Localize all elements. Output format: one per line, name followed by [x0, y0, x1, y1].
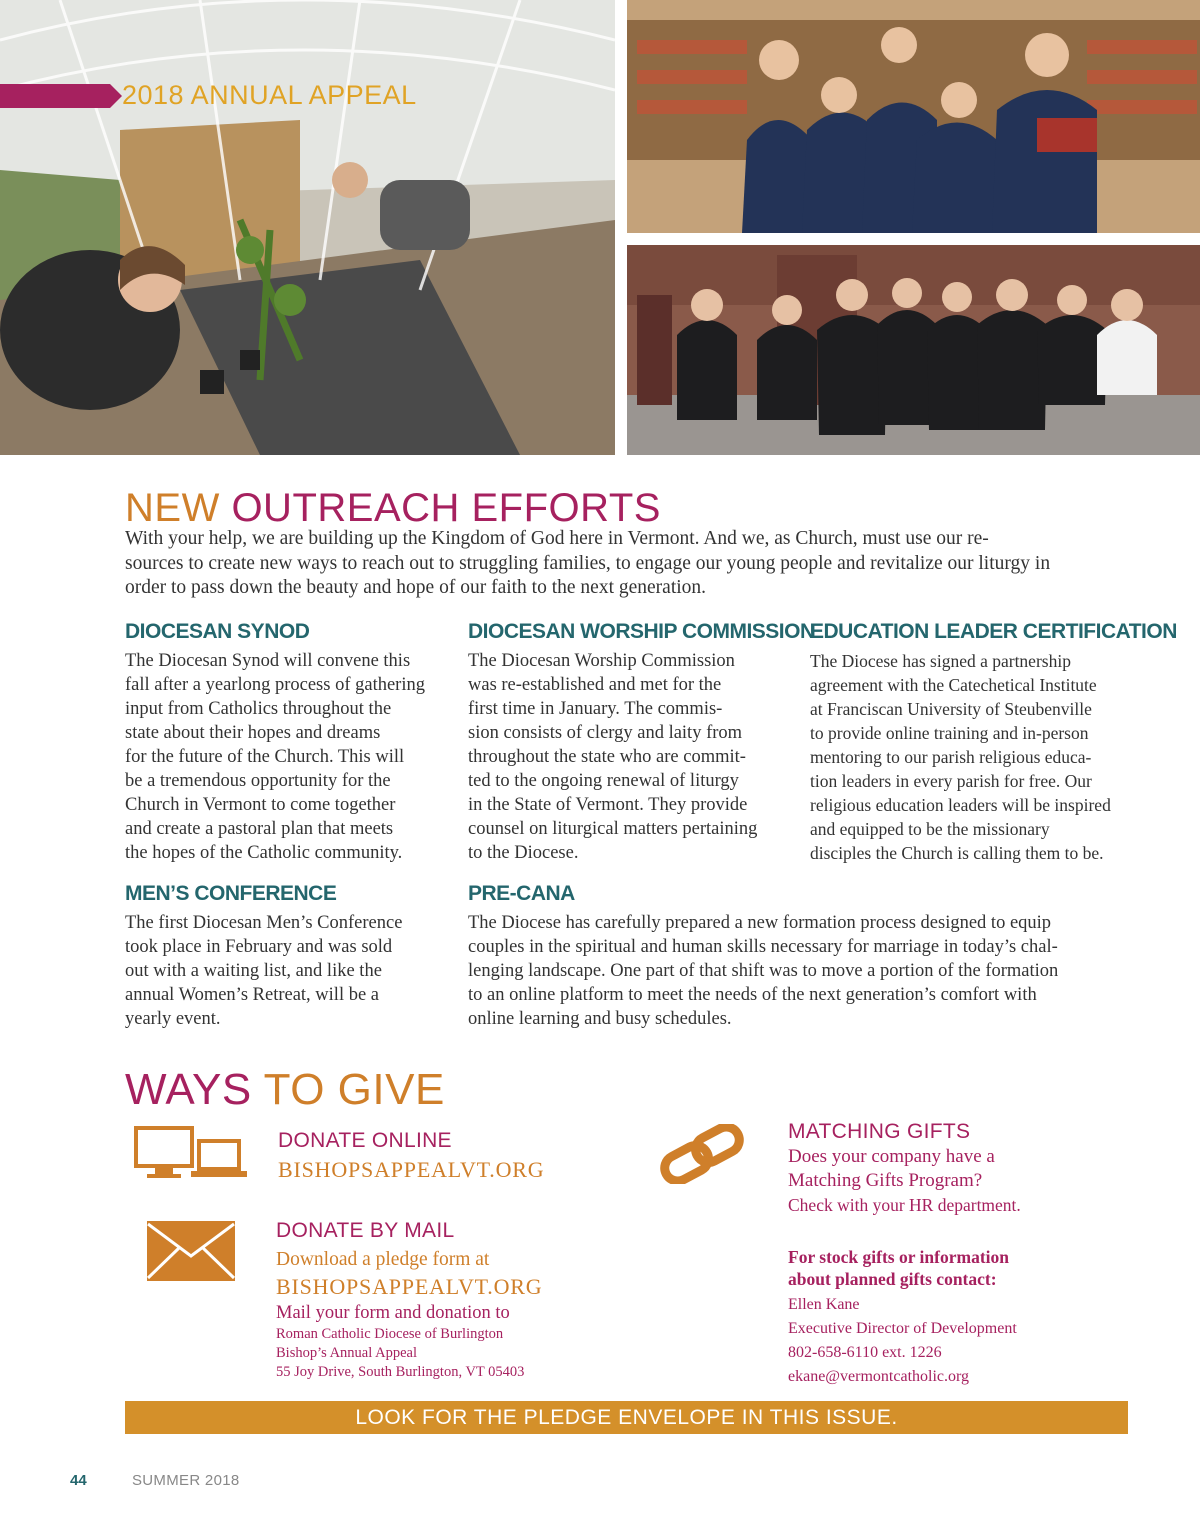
synod-heading: DIOCESAN SYNOD [125, 620, 310, 643]
body-line: The Diocesan Worship Commission [468, 651, 735, 671]
body-line: agreement with the Catechetical Institute [810, 675, 1097, 695]
matching-gifts-heading: MATCHING GIFTS [788, 1120, 971, 1143]
greenhouse-photo [0, 0, 615, 455]
body-line: at Franciscan University of Steubenville [810, 699, 1092, 719]
body-line: yearly event. [125, 1009, 221, 1029]
address-line: Roman Catholic Diocese of Burlington [276, 1326, 504, 1342]
donate-mail-body [276, 1248, 542, 1382]
body-line: couples in the spiritual and human skills necessary for marriage in today’s chal- [468, 937, 1058, 957]
body-line: to the Diocese. [468, 843, 579, 863]
body-line: and equipped to be the missionary [810, 819, 1050, 839]
intro-line: sources to create new ways to reach out to struggling families, to engage our young people and revitalize our liturgy in [125, 552, 1051, 574]
envelope-icon [146, 1220, 236, 1282]
page-number: 44 [70, 1472, 87, 1489]
intro-line: With your help, we are building up the Kingdom of God here in Vermont. And we, as Church, must use our re- [125, 528, 989, 549]
matching-gifts-body [788, 1145, 1021, 1217]
ways-title-part2: TO GIVE [263, 1065, 445, 1114]
outreach-intro [125, 527, 1135, 601]
stock-gifts-heading [788, 1246, 1009, 1290]
donate-online-heading: DONATE ONLINE [278, 1129, 452, 1152]
body-line: religious education leaders will be inspired [810, 795, 1111, 815]
body-line: counsel on liturgical matters pertaining [468, 819, 758, 839]
donate-mail-line: Download a pledge form at [276, 1249, 490, 1270]
donate-online-link[interactable]: BISHOPSAPPEALVT.ORG [278, 1157, 545, 1182]
body-line: online learning and busy schedules. [468, 1009, 732, 1029]
matching-line: Does your company have a [788, 1146, 995, 1167]
stock-heading-line: about planned gifts contact: [788, 1269, 997, 1289]
donate-mail-link[interactable]: BISHOPSAPPEALVT.ORG [276, 1274, 543, 1299]
contact-name: Ellen Kane [788, 1296, 860, 1313]
body-line: took place in February and was sold [125, 937, 393, 957]
education-heading: EDUCATION LEADER CERTIFICATION [810, 620, 1177, 643]
ways-to-give-title [125, 1065, 445, 1114]
pre-cana-heading: PRE-CANA [468, 882, 575, 905]
outreach-title-part2: OUTREACH EFFORTS [231, 486, 661, 530]
body-line: to provide online training and in-person [810, 723, 1089, 743]
body-line: state about their hopes and dreams [125, 723, 381, 743]
body-line: annual Women’s Retreat, will be a [125, 985, 380, 1005]
body-line: disciples the Church is calling them to be. [810, 843, 1104, 863]
computer-devices-icon [133, 1125, 251, 1185]
body-line: The Diocese has signed a partnership [810, 651, 1071, 671]
matching-line: Matching Gifts Program? [788, 1170, 983, 1191]
library-students-photo [627, 0, 1200, 233]
matching-line: Check with your HR department. [788, 1195, 1021, 1215]
appeal-tag-arrow [0, 84, 110, 108]
body-line: input from Catholics throughout the [125, 699, 392, 719]
body-line: be a tremendous opportunity for the [125, 771, 391, 791]
body-line: to an online platform to meet the needs of the next generation’s comfort with [468, 985, 1037, 1005]
donate-mail-heading: DONATE BY MAIL [276, 1219, 455, 1242]
address-line: Bishop’s Annual Appeal [276, 1345, 417, 1361]
ways-title-part1: WAYS [125, 1065, 264, 1114]
contact-title: Executive Director of Development [788, 1320, 1017, 1337]
body-line: sion consists of clergy and laity from [468, 723, 743, 743]
worship-body [468, 649, 757, 865]
stock-heading-line: For stock gifts or information [788, 1247, 1009, 1267]
donate-mail-line: Mail your form and donation to [276, 1303, 510, 1323]
body-line: lenging landscape. One part of that shift was to move a portion of the formation [468, 961, 1059, 981]
body-line: fall after a yearlong process of gathering [125, 675, 425, 695]
body-line: and create a pastoral plan that meets [125, 819, 394, 839]
education-body [810, 649, 1111, 865]
outreach-title [125, 488, 661, 528]
body-line: throughout the state who are commit- [468, 747, 746, 767]
outreach-title-part1: NEW [125, 486, 232, 530]
body-line: was re-established and met for the [468, 675, 722, 695]
body-line: ted to the ongoing renewal of liturgy [468, 771, 739, 791]
body-line: in the State of Vermont. They provide [468, 795, 748, 815]
body-line: Church in Vermont to come together [125, 795, 396, 815]
body-line: first time in January. The commis- [468, 699, 723, 719]
body-line: The Diocese has carefully prepared a new formation process designed to equip [468, 913, 1052, 933]
seminarians-photo [627, 245, 1200, 455]
chain-link-icon [655, 1124, 750, 1184]
intro-line: order to pass down the beauty and hope of our faith to the next generation. [125, 577, 707, 598]
mens-conference-heading: MEN’S CONFERENCE [125, 882, 337, 905]
body-line: The first Diocesan Men’s Conference [125, 913, 403, 933]
body-line: for the future of the Church. This will [125, 747, 405, 767]
pre-cana-body [468, 911, 1058, 1031]
pledge-envelope-banner: LOOK FOR THE PLEDGE ENVELOPE IN THIS ISSUE. [125, 1401, 1128, 1434]
mens-conference-body [125, 911, 402, 1031]
contact-phone: 802-658-6110 ext. 1226 [788, 1344, 942, 1361]
stock-gifts-contact [788, 1293, 1017, 1389]
body-line: mentoring to our parish religious educa- [810, 747, 1092, 767]
synod-body [125, 649, 425, 865]
contact-email[interactable]: ekane@vermontcatholic.org [788, 1368, 970, 1385]
body-line: The Diocesan Synod will convene this [125, 651, 411, 671]
body-line: the hopes of the Catholic community. [125, 843, 403, 863]
body-line: tion leaders in every parish for free. Our [810, 771, 1092, 791]
address-line: 55 Joy Drive, South Burlington, VT 05403 [276, 1364, 525, 1380]
issue-label: SUMMER 2018 [132, 1472, 240, 1489]
appeal-label: 2018 ANNUAL APPEAL [122, 80, 417, 110]
body-line: out with a waiting list, and like the [125, 961, 382, 981]
worship-heading: DIOCESAN WORSHIP COMMISSION [468, 620, 815, 643]
